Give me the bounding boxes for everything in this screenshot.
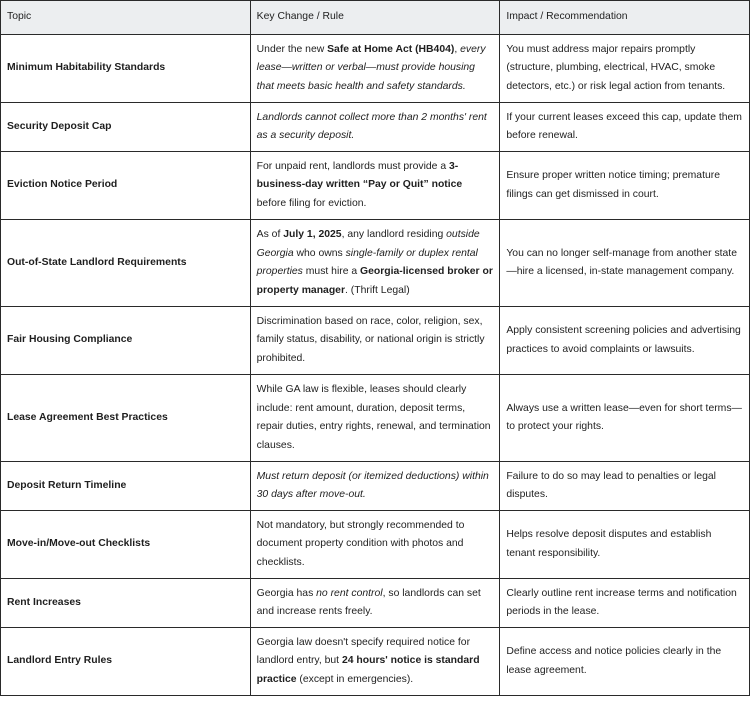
row-impact: Clearly outline rent increase terms and notification periods in the lease. xyxy=(500,579,750,628)
rule-text-segment: Georgia-licensed broker or property manager xyxy=(256,266,493,296)
rule-text-segment: As of xyxy=(256,229,284,240)
rule-text-segment: Georgia has xyxy=(256,587,317,599)
row-key-change xyxy=(250,35,500,103)
row-impact: Apply consistent screening policies and advertising practices to avoid complaints or lawsuits. xyxy=(500,307,750,375)
row-topic: Out-of-State Landlord Requirements xyxy=(1,220,251,307)
rule-text-segment: July 1, 2025 xyxy=(283,229,342,240)
rule-text-segment: every lease—written or verbal—must provide housing that meets basic health and safety standards. xyxy=(256,43,486,92)
row-topic: Eviction Notice Period xyxy=(1,152,251,220)
row-topic: Minimum Habitability Standards xyxy=(1,35,251,103)
table-row xyxy=(1,462,750,511)
rule-text-segment: who owns xyxy=(293,247,346,259)
rule-text-segment: For unpaid rent, landlords must provide a xyxy=(256,160,449,172)
table-row xyxy=(1,220,750,307)
row-key-change xyxy=(250,628,500,696)
row-key-change xyxy=(250,511,500,579)
row-topic: Deposit Return Timeline xyxy=(1,462,251,511)
header-topic: Topic xyxy=(1,1,251,35)
row-impact: Always use a written lease—even for short terms—to protect your rights. xyxy=(500,375,750,462)
row-key-change xyxy=(250,579,500,628)
rule-text-segment: Under the new xyxy=(256,43,328,55)
row-key-change xyxy=(250,462,500,511)
row-topic: Fair Housing Compliance xyxy=(1,307,251,375)
table-row xyxy=(1,628,750,696)
rule-text-segment: must hire a xyxy=(302,266,361,277)
row-key-change xyxy=(250,103,500,152)
header-impact: Impact / Recommendation xyxy=(500,1,750,35)
table-row xyxy=(1,511,750,579)
row-topic: Move-in/Move-out Checklists xyxy=(1,511,251,579)
rule-text-segment: Discrimination based on race, color, religion, sex, family status, disability, or national origin is strictly prohibited. xyxy=(256,315,485,364)
row-key-change xyxy=(250,152,500,220)
row-topic: Rent Increases xyxy=(1,579,251,628)
rule-text-segment: Landlords cannot collect more than 2 months' rent as a security deposit. xyxy=(256,111,487,141)
row-impact: Helps resolve deposit disputes and establish tenant responsibility. xyxy=(500,511,750,579)
row-topic: Landlord Entry Rules xyxy=(1,628,251,696)
row-topic: Security Deposit Cap xyxy=(1,103,251,152)
table-row xyxy=(1,35,750,103)
table-row xyxy=(1,375,750,462)
row-impact: Failure to do so may lead to penalties or legal disputes. xyxy=(500,462,750,511)
rule-text-segment: Not mandatory, but strongly recommended to document property condition with photos and checklists. xyxy=(256,519,465,568)
row-key-change xyxy=(250,375,500,462)
rule-text-segment: , xyxy=(454,43,461,55)
rule-text-segment: Must return deposit (or itemized deductions) within 30 days after move-out. xyxy=(256,470,489,500)
rule-text-segment: , so landlords can set and increase rents freely. xyxy=(256,587,481,617)
row-key-change xyxy=(250,220,500,307)
row-impact: Ensure proper written notice timing; premature filings can get dismissed in court. xyxy=(500,152,750,220)
rule-text-segment: , any landlord residing xyxy=(341,229,447,240)
row-impact: You can no longer self-manage from another state—hire a licensed, in-state management company. xyxy=(500,220,750,307)
row-impact: If your current leases exceed this cap, update them before renewal. xyxy=(500,103,750,152)
rule-text-segment: outside Georgia xyxy=(256,229,480,259)
row-impact: You must address major repairs promptly (structure, plumbing, electrical, HVAC, smoke detectors, etc.) or risk legal action from tenants. xyxy=(500,35,750,103)
rule-text-segment: Safe at Home Act (HB404) xyxy=(327,43,455,55)
table-row xyxy=(1,579,750,628)
table-row xyxy=(1,152,750,220)
table-row xyxy=(1,103,750,152)
header-key-change: Key Change / Rule xyxy=(250,1,500,35)
rule-text-segment: 24 hours' notice is standard practice xyxy=(256,655,480,685)
row-key-change xyxy=(250,307,500,375)
row-topic: Lease Agreement Best Practices xyxy=(1,375,251,462)
rule-text-segment: 3-business-day written “Pay or Quit” notice xyxy=(256,160,463,191)
rule-text-segment: Georgia law doesn't specify required notice for landlord entry, but xyxy=(256,636,471,667)
rule-text-segment: While GA law is flexible, leases should clearly include: rent amount, duration, deposit terms, repair duties, entry rights, renewal, and termination clauses. xyxy=(256,384,491,451)
table-row xyxy=(1,307,750,375)
rule-text-segment: before filing for eviction. xyxy=(256,197,367,209)
rule-text-segment: (except in emergencies). xyxy=(296,673,414,685)
rule-text-segment: . (Thrift Legal) xyxy=(345,284,410,296)
row-impact: Define access and notice policies clearly in the lease agreement. xyxy=(500,628,750,696)
rule-text-segment: no rent control xyxy=(316,587,383,599)
rule-text-segment: single-family or duplex rental properties xyxy=(256,247,478,277)
table-header-row xyxy=(1,1,750,35)
